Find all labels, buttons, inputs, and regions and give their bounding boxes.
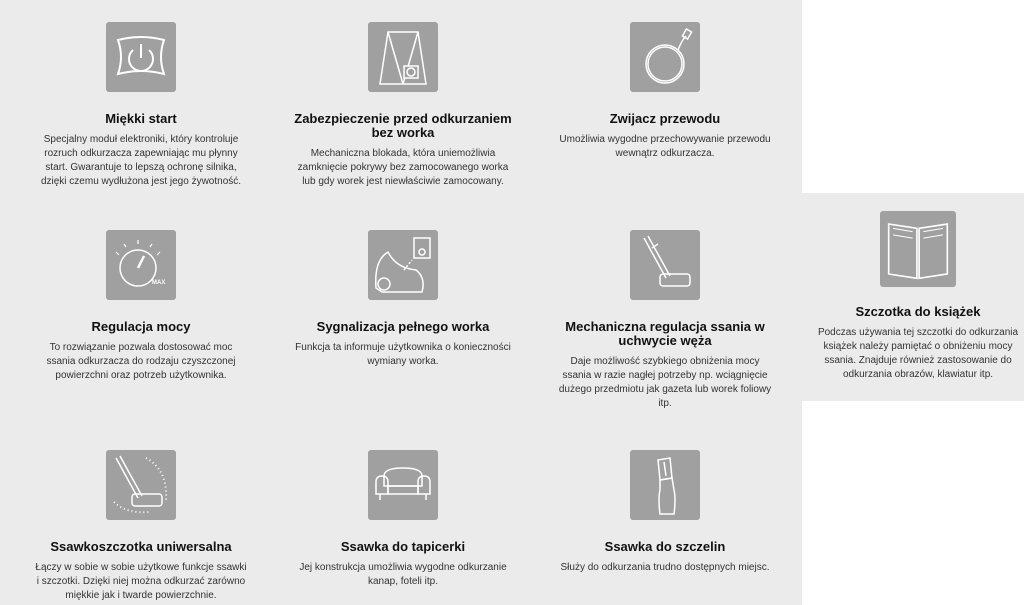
feature-title: Zabezpieczenie przed odkurzaniem bez worka	[294, 111, 512, 140]
feature-description: Specjalny moduł elektroniki, który kontroluje rozruch odkurzacza zapewniając mu płynny start. Gwarantuje to lepszą ochronę silnika, dzięki czemu wydłużona jest jego żywotność.	[40, 134, 242, 187]
feature-title: Miękki start	[105, 111, 177, 126]
feature-crevice-nozzle	[555, 450, 775, 575]
feature-upholstery-nozzle	[290, 450, 516, 589]
cord-reel-icon	[630, 22, 700, 92]
feature-power-regulation	[34, 230, 248, 383]
feature-cord-reel	[555, 22, 775, 161]
sofa-icon	[368, 450, 438, 520]
hose-suction-icon	[630, 230, 700, 300]
feature-title: Zwijacz przewodu	[609, 111, 721, 126]
feature-universal-brush	[34, 450, 248, 603]
feature-description: Umożliwia wygodne przechowywanie przewodu wewnątrz odkurzacza.	[559, 134, 771, 159]
feature-title: Ssawka do szczelin	[604, 539, 726, 554]
feature-book-brush	[813, 211, 1023, 382]
feature-description: Łączy w sobie w sobie użytkowe funkcje ssawki i szczotki. Dzięki niej można odkurzać zarówno miękkie jak i twarde powierzchnie.	[35, 562, 247, 601]
floor-brush-icon	[106, 450, 176, 520]
feature-title: Regulacja mocy	[91, 319, 191, 334]
feature-bag-full-indicator	[290, 230, 516, 369]
crevice-tool-icon	[630, 450, 700, 520]
feature-description: Służy do odkurzania trudno dostępnych miejsc.	[560, 562, 770, 573]
feature-description: Daje możliwość szybkiego obniżenia mocy ssania w razie nagłej potrzeby np. wciągnięcie dużego przedmiotu jak gazeta lub worek foliowy itp.	[558, 356, 772, 409]
feature-description: To rozwiązanie pozwala dostosować moc ssania odkurzacza do rodzaju czyszczonej powierzchni oraz potrzeb użytkownika.	[46, 342, 236, 381]
feature-title: Szczotka do książek	[855, 304, 981, 319]
feature-bag-protection	[290, 22, 516, 189]
bag-full-indicator-icon	[368, 230, 438, 300]
power-pillow-icon	[106, 22, 176, 92]
dial-max-label: MAX	[152, 280, 166, 286]
feature-title: Ssawka do tapicerki	[340, 539, 466, 554]
feature-title: Mechaniczna regulacja ssania w uchwycie węża	[565, 319, 765, 348]
feature-hose-suction	[555, 230, 775, 411]
dust-bag-icon	[368, 22, 438, 92]
feature-description: Mechaniczna blokada, która uniemożliwia zamknięcie pokrywy bez zamocowanego worka lub gdy worek jest niewłaściwie zamocowany.	[297, 148, 509, 187]
feature-soft-start	[36, 22, 246, 189]
book-brush-icon	[880, 211, 956, 287]
feature-description: Podczas używania tej szczotki do odkurzania książek należy pamiętać o obniżeniu mocy ssania. Znajduje również zastosowanie do odkurzania obrazów, klawiatur itp.	[817, 327, 1019, 380]
power-dial-icon	[106, 230, 176, 300]
feature-description: Jej konstrukcja umożliwia wygodne odkurzanie kanap, foteli itp.	[299, 562, 507, 587]
feature-title: Ssawkoszczotka uniwersalna	[50, 539, 232, 554]
feature-description: Funkcja ta informuje użytkownika o konieczności wymiany worka.	[295, 342, 511, 367]
feature-title: Sygnalizacja pełnego worka	[316, 319, 490, 334]
